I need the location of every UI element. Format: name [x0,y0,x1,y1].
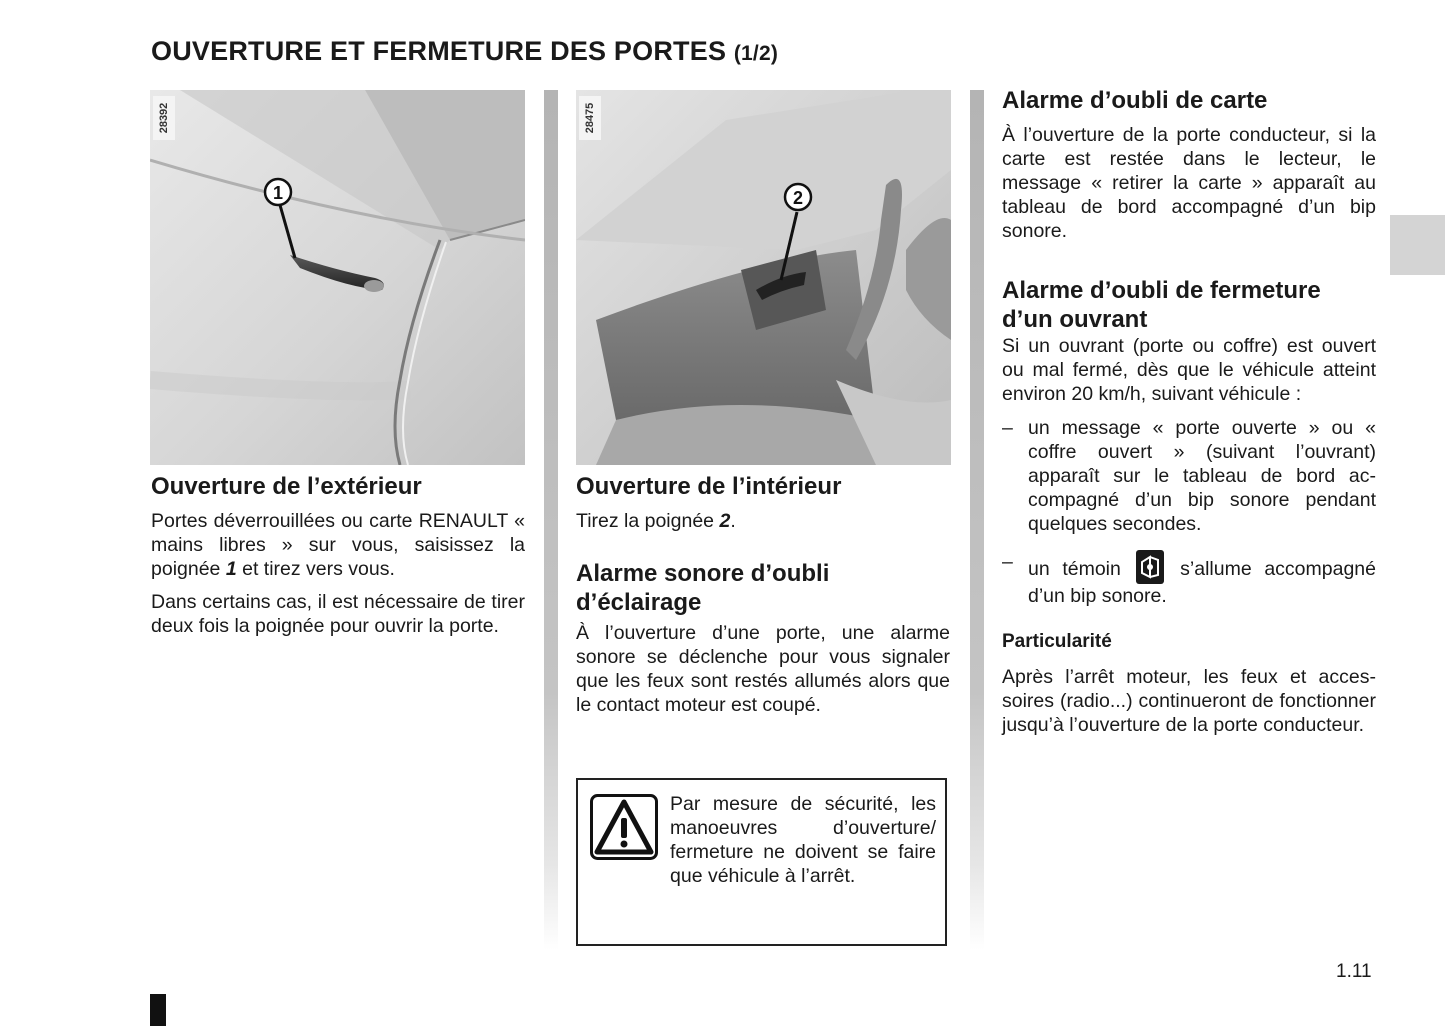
column-divider-right [970,90,984,950]
list-item: – un message « porte ouverte » ou « coffre ouvert » (suivant l’ouvrant) apparaît sur le tableau de bord accompagné d’un bip sonore pendant quelques secondes. [1002,416,1376,536]
page-title-part: (1/2) [733,42,779,65]
exterior-photo-ref-text: 28392 [158,102,170,134]
page-title-text: OUVERTURE ET FERMETURE DES PORTES [151,36,727,66]
callout-2-label: 2 [792,188,804,208]
lighting-alarm-heading: Alarme sonore d’oubli d’éclairage [576,560,830,616]
exterior-opening-heading: Ouverture de l’extérieur [151,473,422,500]
column-divider-left [544,90,558,950]
right-column [1002,86,1376,737]
interior-opening-heading: Ouverture de l’intérieur [576,473,842,500]
list-item: – un témoin s’allume accompagné d’un bip sonore. [1002,550,1376,608]
chapter-tab [1390,215,1445,275]
closure-alarm-heading: Alarme d’oubli de fermeture d’un ouvrant [1002,277,1321,333]
card-alarm-heading: Alarme d’oubli de carte [1002,87,1268,114]
interior-photo-ref [579,96,601,140]
card-alarm-paragraph: À l’ouverture de la porte conducteur, si la carte est restée dans le lecteur, le message « retirer la carte » apparaît au tableau de bord accompagné d’un bip sonore. [1002,124,1376,242]
middle-column [576,472,950,717]
exterior-door-illustration [150,90,525,465]
callout-1-label: 1 [272,183,284,203]
lighting-alarm-paragraph: À l’ouverture d’une porte, une alarme sonore se déclenche pour vous signaler que les feux sont restés allumés alors que le contact moteur est coupé. [576,622,950,716]
page-title [151,36,778,67]
particularity-subheading: Particularité [1002,631,1112,652]
left-column [151,472,525,638]
safety-warning-text: Par mesure de sécurité, les manoeuvres d’ouverture/ fermeture ne doivent se faire que véhicule à l’arrêt. [670,793,936,887]
closure-alarm-list [1002,416,1376,608]
interior-door-photo [576,90,951,465]
interior-opening-paragraph: Tirez la poignée 2. [576,510,736,532]
interior-photo-ref-text: 28475 [584,102,596,134]
door-open-warning-icon [1136,550,1164,584]
particularity-paragraph: Après l’arrêt moteur, les feux et accessoires (radio...) continueront de fonctionner jusqu’à l’ouverture de la porte conducteur. [1002,666,1376,736]
handle-ref-1: 1 [225,558,237,580]
handle-ref-2: 2 [719,510,731,532]
closure-alarm-paragraph: Si un ouvrant (porte ou coffre) est ouvert ou mal fermé, dès que le véhicule atteint environ 20 km/h, suivant véhicule : [1002,335,1376,405]
safety-warning-box [576,778,947,946]
print-corner-mark [150,994,166,1026]
exterior-photo-ref [153,96,175,140]
interior-door-illustration [576,90,951,465]
exterior-opening-paragraph-1: Portes déverrouillées ou carte RENAULT « mains libres » sur vous, saisissez la poignée 1 et tirez vers vous. [151,510,525,580]
exterior-opening-paragraph-2: Dans certains cas, il est nécessaire de tirer deux fois la poignée pour ouvrir la porte. [151,591,525,637]
page-number: 1.11 [1336,961,1372,982]
warning-triangle-icon [590,794,658,860]
exterior-door-photo [150,90,525,465]
